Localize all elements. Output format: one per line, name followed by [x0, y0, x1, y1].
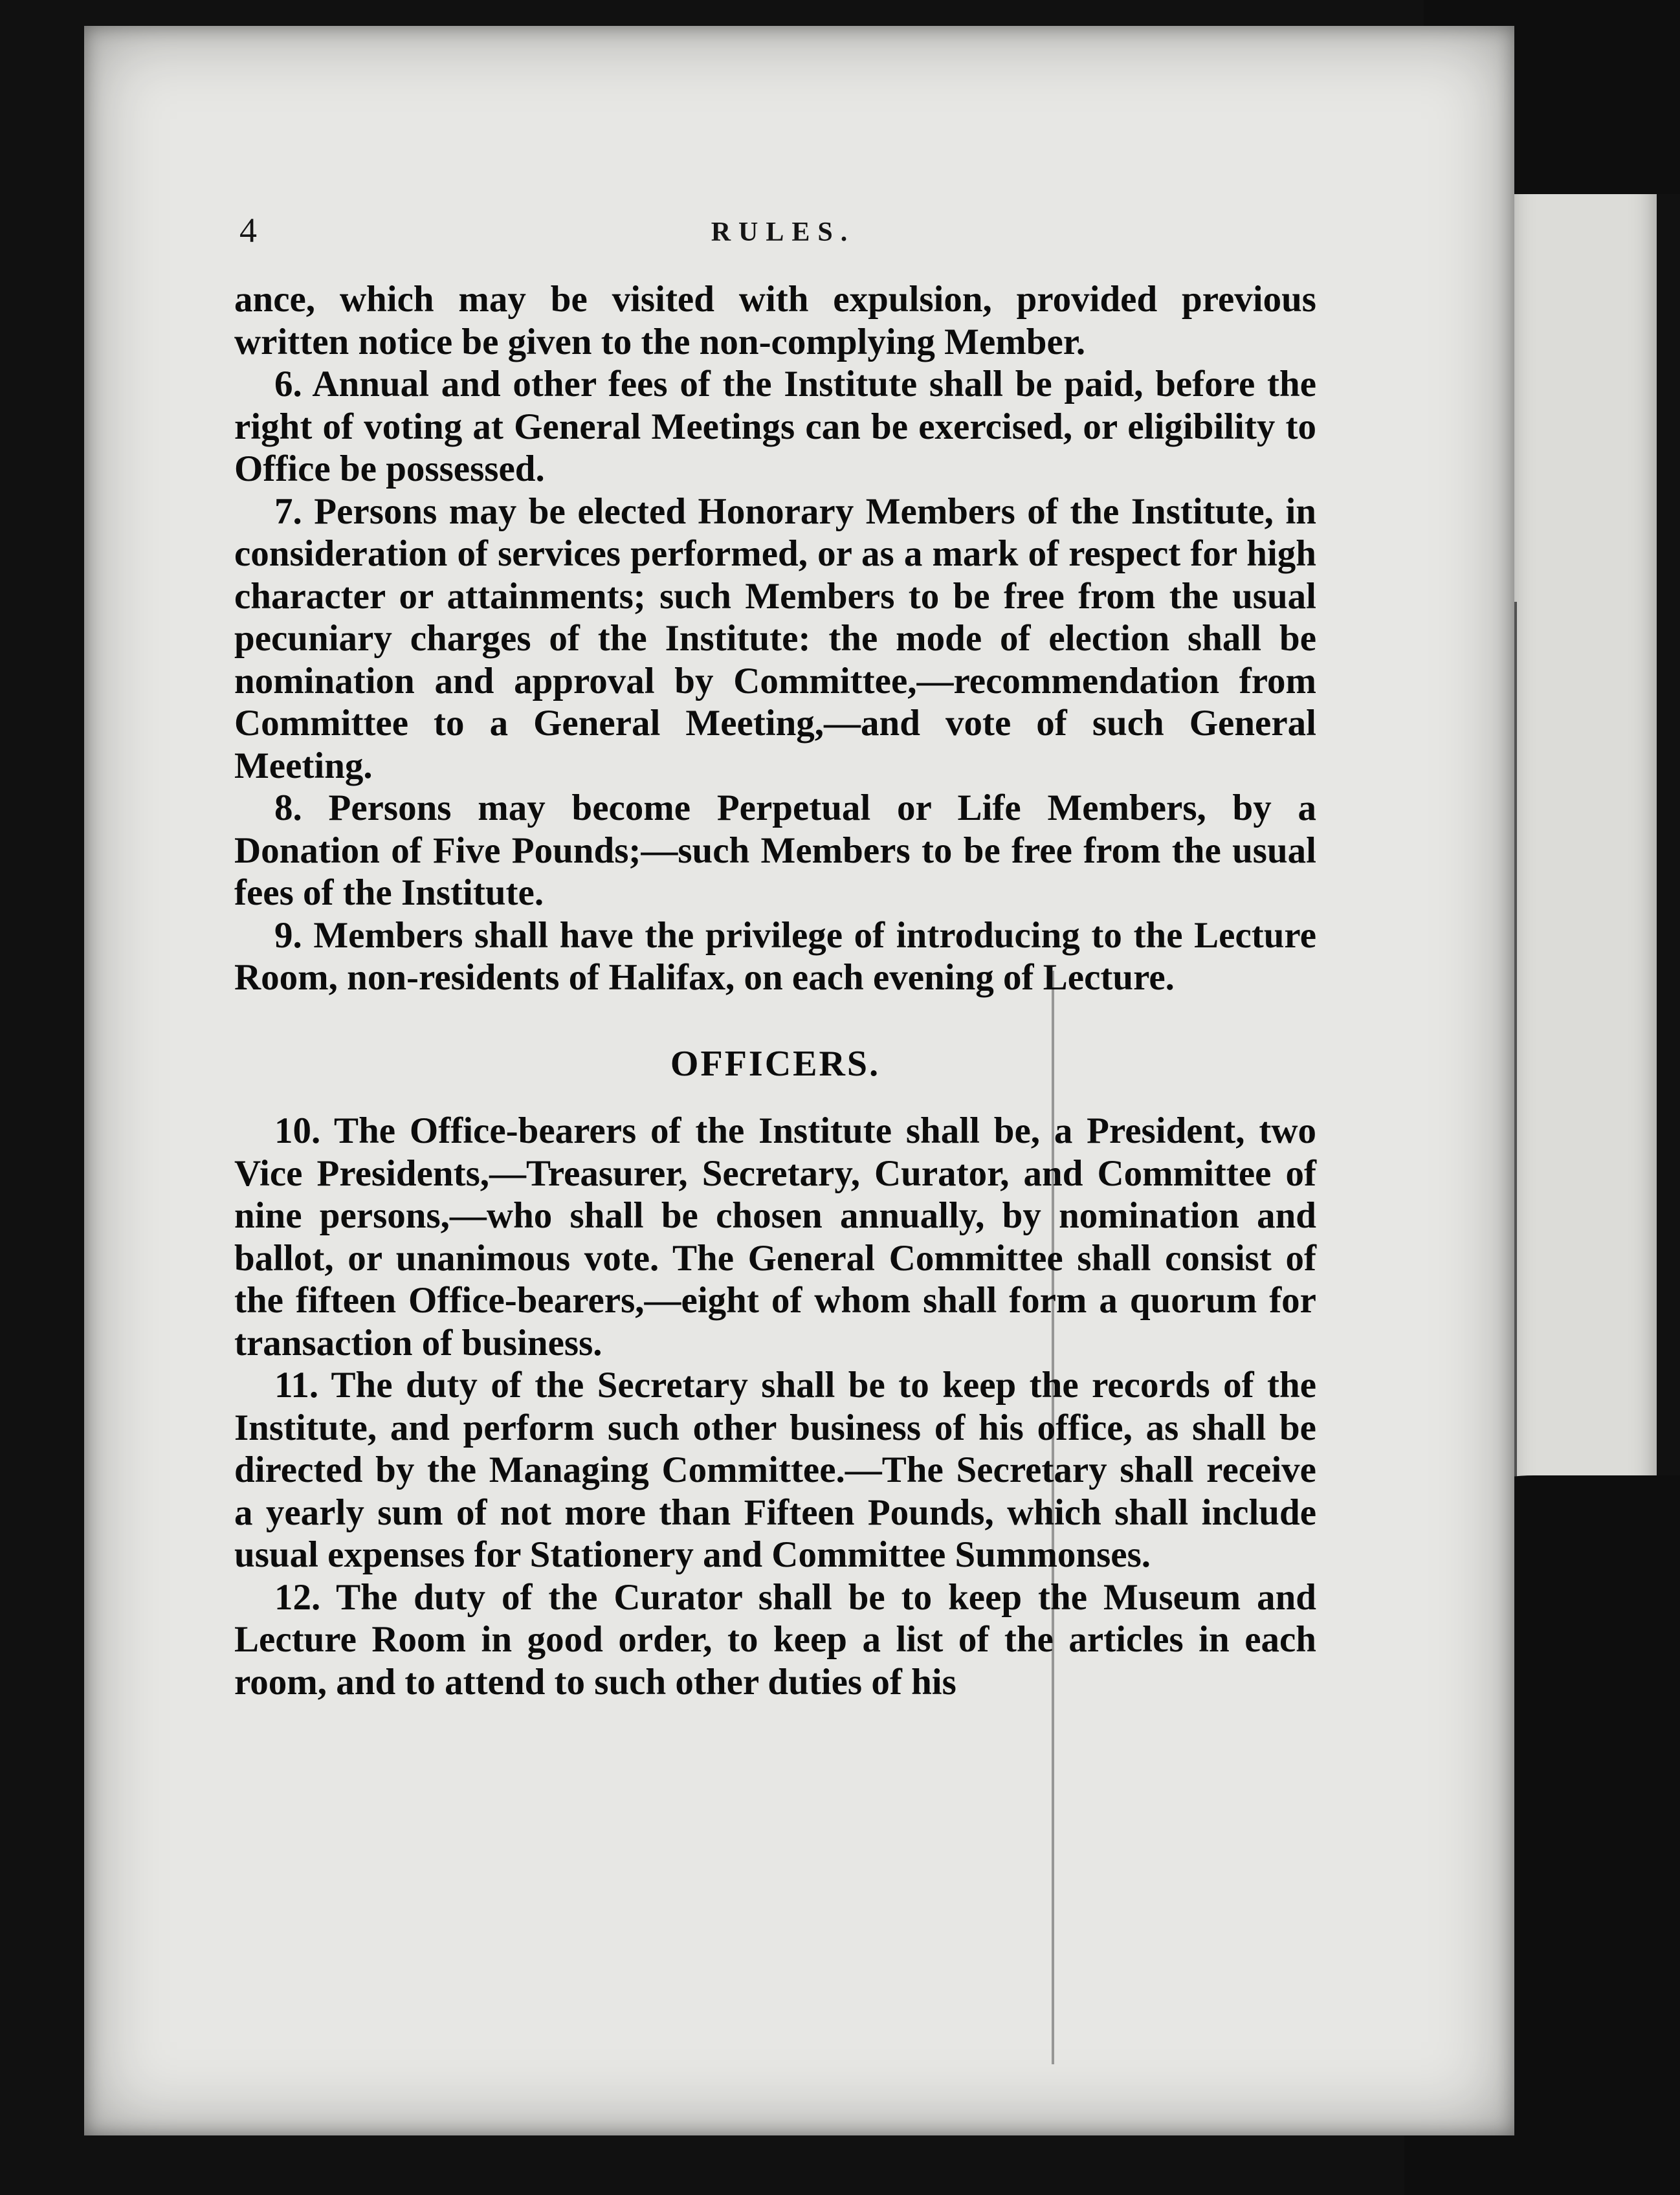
rule-10: 10. The Office-bearers of the Institute shall be, a President, two Vice Presidents,—Treasurer, Secretary, Curator, and Committee of nine persons,—who shall be chosen annually, by nomination and ballot, or unanimous vote. The General Committee shall consist of the fifteen Office-bearers,—eight of whom shall form a quorum for transaction of business. — [234, 1110, 1316, 1363]
rule-8: 8. Persons may become Perpetual or Life Members, by a Donation of Five Pounds;—such Members to be free from the usual fees of the Institute. — [234, 788, 1316, 913]
running-title: RULES. — [711, 217, 856, 247]
section-heading-officers: OFFICERS. — [670, 1043, 881, 1084]
paragraph-continuation: ance, which may be visited with expulsion, provided previous written notice be given to the non-complying Member. — [234, 279, 1316, 362]
body-text — [234, 278, 1316, 1703]
rule-11: 11. The duty of the Secretary shall be to keep the records of the Institute, and perform such other business of his office, as shall be directed by the Managing Committee.—The Secretary shall receive a yearly sum of not more than Fifteen Pounds, which shall include usual expenses for Stationery and Committee Summonses. — [234, 1365, 1316, 1575]
running-header — [239, 210, 1327, 256]
rule-6: 6. Annual and other fees of the Institute shall be paid, before the right of voting at General Meetings can be exercised, or eligibility to Office be possessed. — [234, 364, 1316, 489]
rule-9: 9. Members shall have the privilege of introducing to the Lecture Room, non-residents of Halifax, on each evening of Lecture. — [234, 914, 1316, 998]
rule-7: 7. Persons may be elected Honorary Members of the Institute, in consideration of services performed, or as a mark of respect for high character or attainments; such Members to be free from the usual pecuniary charges of the Institute: the mode of election shall be nomination and approval by Committee,—recommendation from Committee to a General Meeting,—and vote of such General Meeting. — [234, 491, 1316, 786]
page-number: 4 — [239, 211, 257, 250]
rule-12: 12. The duty of the Curator shall be to keep the Museum and Lecture Room in good order, to keep a list of the articles in each room, and to attend to such other duties of his — [234, 1576, 1316, 1703]
